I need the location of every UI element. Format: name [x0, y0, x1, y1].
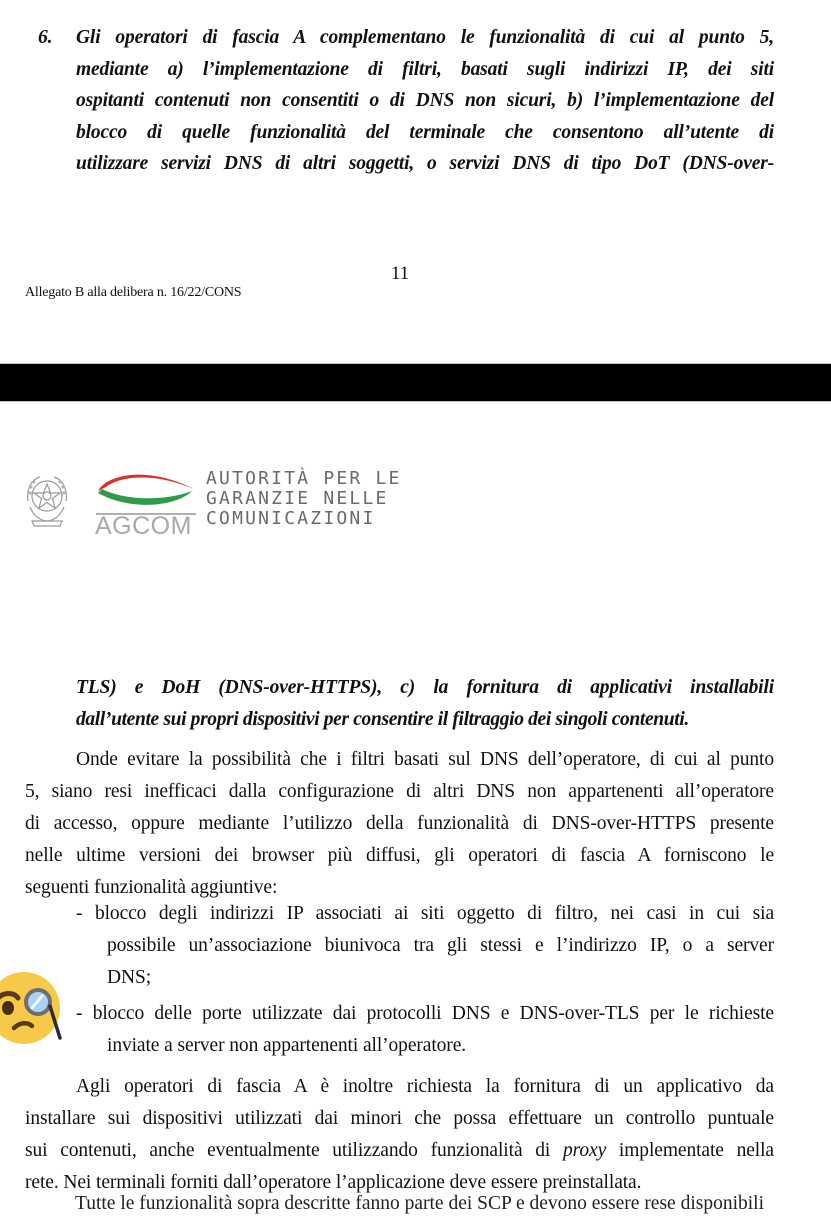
paragraph-parental-app [25, 1071, 774, 1199]
item6-line: utilizzare servizi DNS di altri soggetti, o servizi DNS di tipo DoT (DNS-over- [76, 153, 774, 174]
paragraph-line: nelle ultime versioni dei browser più diffusi, gli operatori di fascia A forniscono le [25, 845, 774, 866]
authority-line: GARANZIE NELLE [206, 488, 389, 509]
list-item-6-continuation [76, 672, 774, 736]
document-reference: Allegato B alla delibera n. 16/22/CONS [25, 285, 242, 300]
page-number: 11 [390, 263, 410, 284]
item6-line: blocco di quelle funzionalità del terminale che consentono all’utente di [76, 121, 774, 143]
pdf-page-11 [0, 0, 831, 363]
paragraph-line: seguenti funzionalità aggiuntive: [25, 877, 278, 898]
item6-line: dall’utente sui propri dispositivi per consentire il filtraggio dei singoli contenuti. [76, 709, 689, 730]
paragraph-line: 5, siano resi inefficaci dalla configurazione di altri DNS non appartenenti all’operatore [25, 781, 774, 802]
paragraph-line: Agli operatori di fascia A è inoltre richiesta la fornitura di un applicativo da [76, 1076, 774, 1097]
authority-name [206, 469, 402, 529]
paragraph-line [25, 1135, 774, 1167]
bullet-line: DNS; [107, 967, 152, 988]
pdf-page-12 [0, 402, 831, 1214]
paragraph-line: Onde evitare la possibilità che i filtri basati sul DNS dell’operatore, di cui al punto [76, 749, 774, 770]
paragraph-line: rete. Nei terminali forniti dall’operatore l’applicazione deve essere preinstallata. [25, 1172, 642, 1193]
text-run: sui contenuti, anche eventualmente utilizzando funzionalità di [25, 1140, 563, 1161]
italic-term-proxy: proxy [562, 1140, 607, 1161]
paragraph-line: di accesso, oppure mediante l’utilizzo della funzionalità di DNS-over-HTTPS presente [25, 813, 774, 834]
authority-line: COMUNICAZIONI [206, 508, 376, 529]
paragraph-line: installare sui dispositivi utilizzati dai minori che possa effettuare un controllo puntuale [25, 1108, 774, 1129]
bullet-line: possibile un’associazione biunivoca tra gli stessi e l’indirizzo IP, o a server [107, 935, 774, 956]
authority-line: AUTORITÀ PER LE [206, 468, 402, 489]
italian-emblem-icon [22, 471, 72, 529]
item6-line: ospitanti contenuti non consentiti o di DNS non sicuri, b) l’implementazione del [76, 90, 774, 111]
agcom-letterhead [22, 467, 442, 540]
list-item-6 [38, 22, 774, 180]
truncated-paragraph-line: Tutte le funzionalità sopra descritte fanno parte dei SCP e devono essere rese disponibili [75, 1193, 765, 1214]
text-run: implementate nella [606, 1140, 774, 1161]
bullet-line: - blocco degli indirizzi IP associati ai siti oggetto di filtro, nei casi in cui sia [76, 903, 774, 924]
item6-line: mediante a) l’implementazione di filtri, basati sugli indirizzi IP, dei siti [76, 58, 774, 80]
paragraph-dns-bypass [25, 744, 774, 904]
item6-line: Gli operatori di fascia A complementano le funzionalità di cui al punto 5, [76, 27, 774, 48]
bullet-line: - blocco delle porte utilizzate dai protocolli DNS e DNS-over-TLS per le richieste [76, 1003, 774, 1024]
page-separator [0, 363, 831, 402]
bullet-ip-blocking [76, 898, 774, 994]
face-with-monocle-emoji-icon [0, 968, 70, 1046]
agcom-wordmark: AGCOM [95, 512, 192, 540]
bullet-line: inviate a server non appartenenti all’operatore. [107, 1035, 467, 1056]
item6-line: TLS) e DoH (DNS-over-HTTPS), c) la fornitura di applicativi installabili [76, 677, 774, 698]
agcom-swoosh-logo [96, 467, 196, 511]
bullet-port-blocking [76, 998, 774, 1062]
list-item-number: 6. [38, 27, 53, 48]
